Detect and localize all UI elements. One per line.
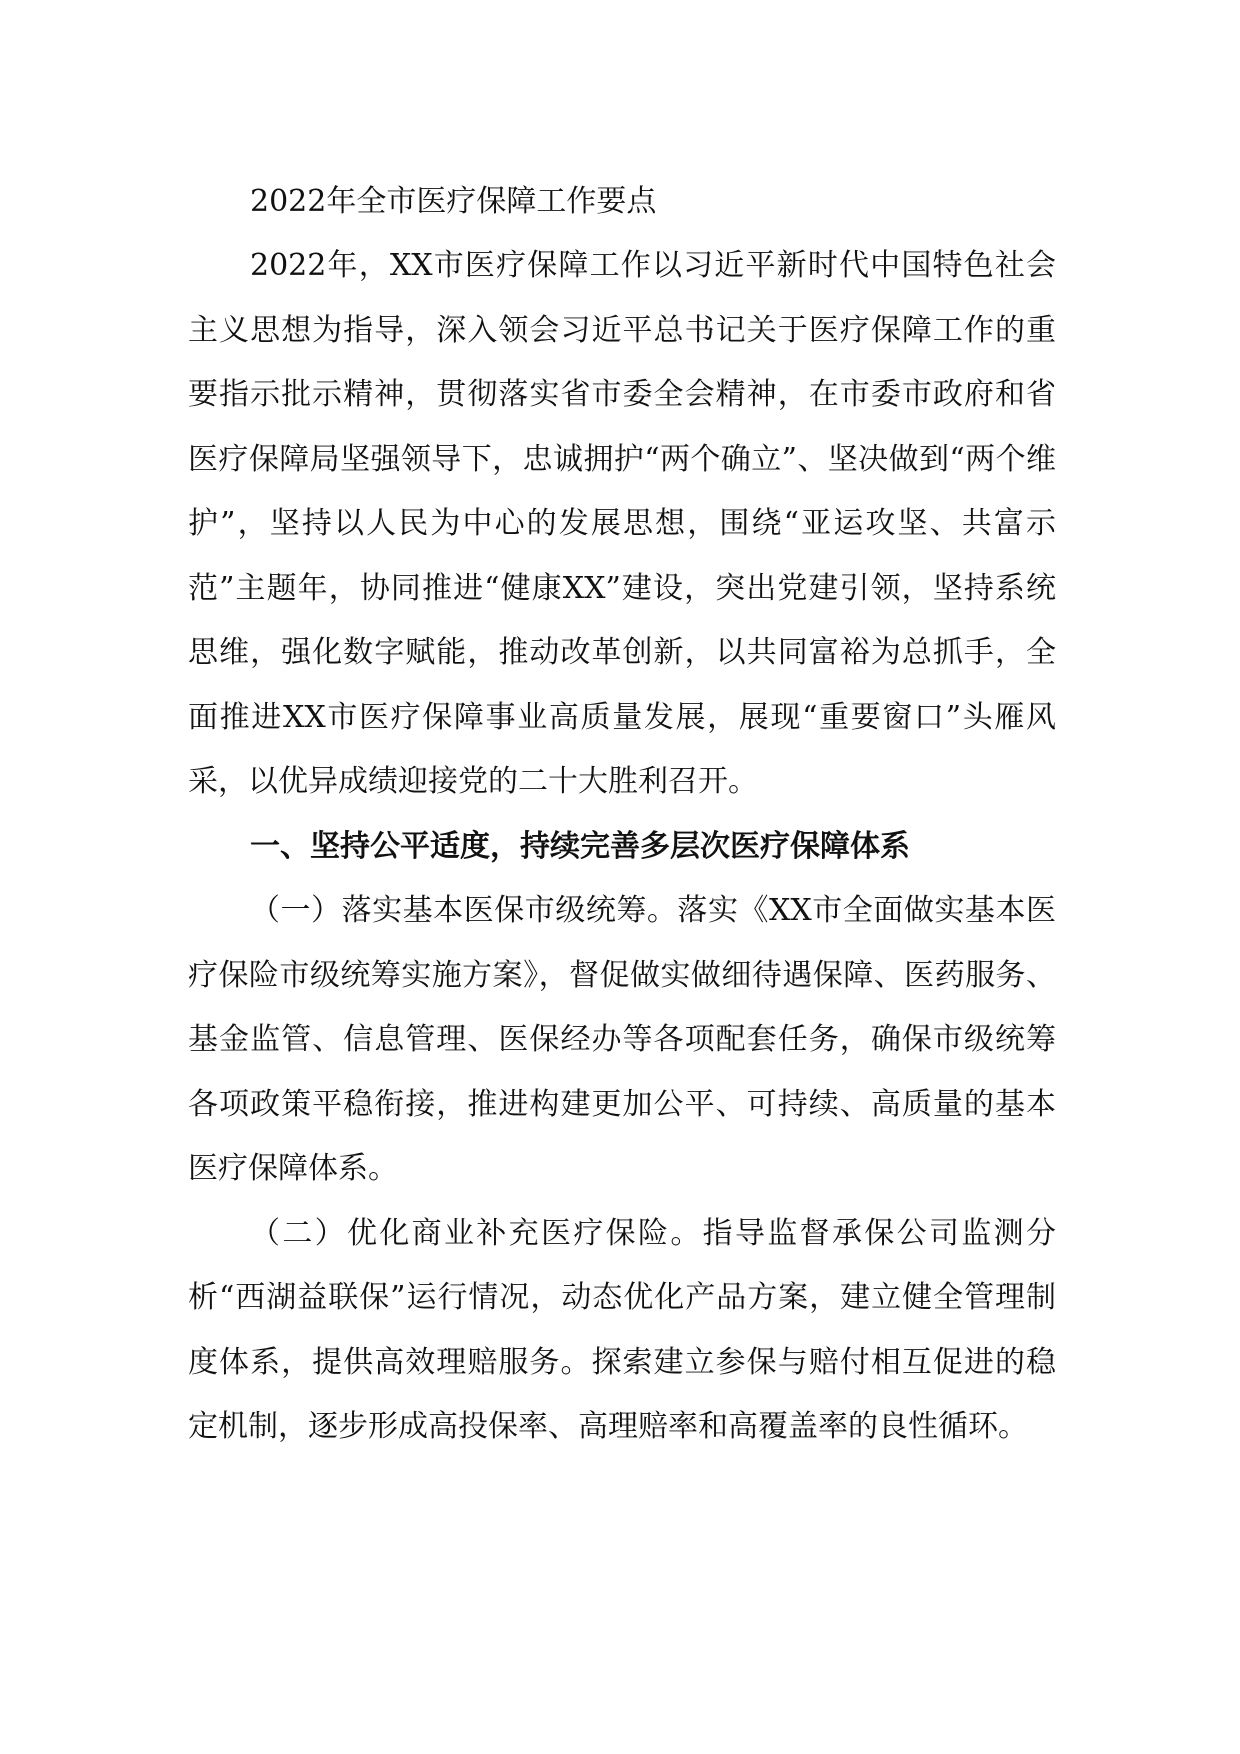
section-1-item-1: （一）落实基本医保市级统筹。落实《XX市全面做实基本医疗保险市级统筹实施方案》，督促做实做细待遇保障、医药服务、基金监管、信息管理、医保经办等各项配套任务，确保市级统筹各项政策平稳衔接，推进构建更加公平、可持续、高质量的基本医疗保障体系。 (188, 893, 1056, 1186)
document-title: 2022年全市医疗保障工作要点 (250, 184, 657, 219)
document-body (188, 170, 1056, 1460)
intro-paragraph: 2022年，XX市医疗保障工作以习近平新时代中国特色社会主义思想为指导，深入领会习近平总书记关于医疗保障工作的重要指示批示精神，贯彻落实省市委全会精神，在市委市政府和省医疗保障局坚强领导下，忠诚拥护“两个确立”、坚决做到“两个维护”，坚持以人民为中心的发展思想，围绕“亚运攻坚、共富示范”主题年，协同推进“健康XX”建设，突出党建引领，坚持系统思维，强化数字赋能，推动改革创新，以共同富裕为总抓手，全面推进XX市医疗保障事业高质量发展，展现“重要窗口”头雁风采，以优异成绩迎接党的二十大胜利召开。 (188, 248, 1056, 799)
section-heading-1: 一、坚持公平适度，持续完善多层次医疗保障体系 (250, 828, 910, 864)
section-1-item-2: （二）优化商业补充医疗保险。指导监督承保公司监测分析“西湖益联保”运行情况，动态优化产品方案，建立健全管理制度体系，提供高效理赔服务。探索建立参保与赔付相互促进的稳定机制，逐步形成高投保率、高理赔率和高覆盖率的良性循环。 (188, 1215, 1056, 1444)
